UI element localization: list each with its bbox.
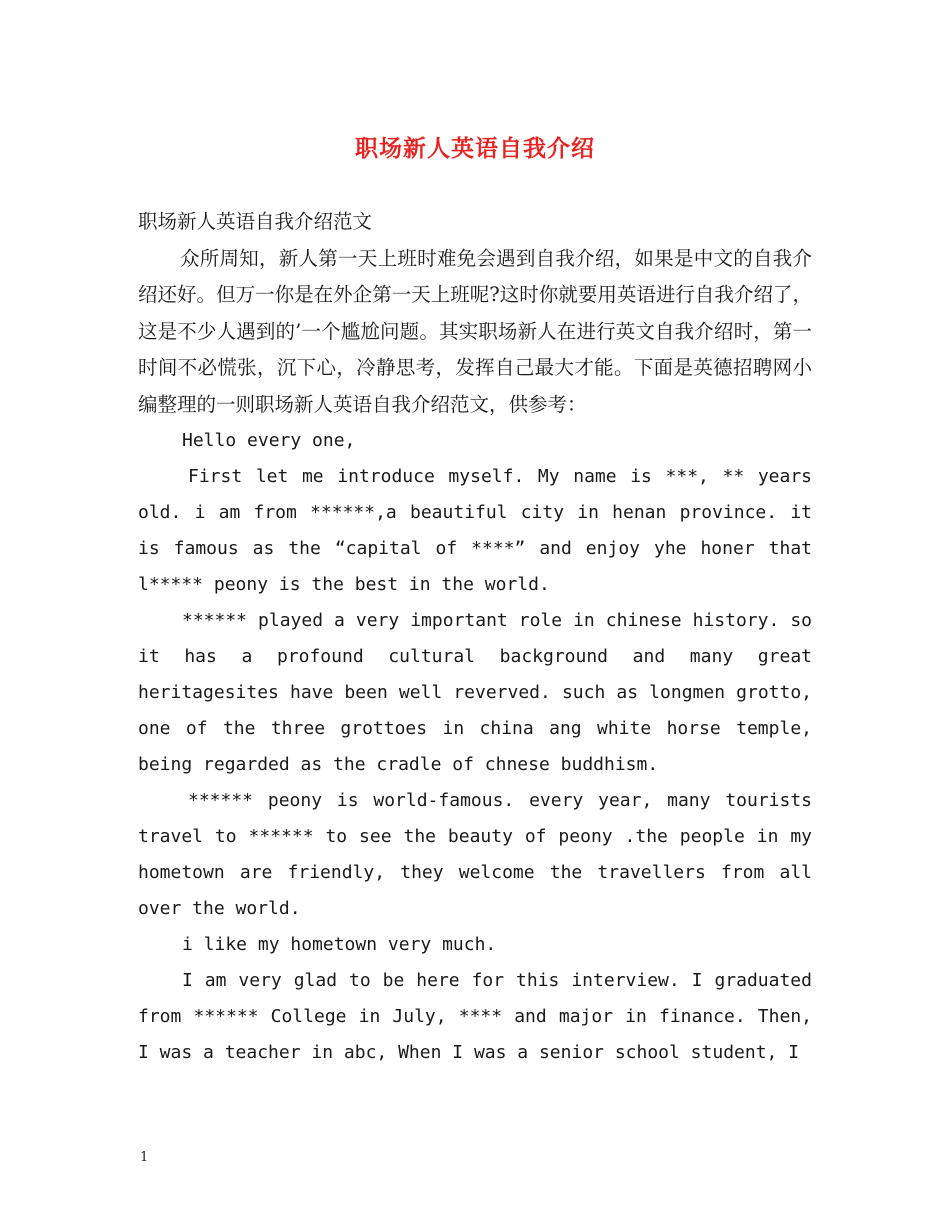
document-title: 职场新人英语自我介绍 bbox=[355, 135, 595, 162]
body-paragraph-2: ****** played a very important role in chinese history. so it has a profound cultural background and many great heritagesites have been well reverved. such as longmen grotto, one of the three grottoes in china ang white horse temple, being regarded as the cradle of chnese buddhism. bbox=[138, 610, 812, 775]
body-paragraph-4: i like my hometown very much. bbox=[182, 934, 497, 955]
body-paragraph-3: ****** peony is world-famous. every year, many tourists travel to ****** to see the beauty of peony .the people in my hometown are friendly, they welcome the travellers from all over the world. bbox=[138, 790, 812, 919]
body-paragraph-1: First let me introduce myself. My name is ***, ** years old. i am from ******,a beautiful city in henan province. it is famous as the “capital of ****” and enjoy yhe honer that l***** peony is the best in the world. bbox=[138, 466, 812, 595]
body-paragraph-5: I am very glad to be here for this interview. I graduated from ****** College in July, **** and major in finance. Then, I was a teacher in abc, When I was a senior school student, I bbox=[138, 970, 812, 1063]
document-body bbox=[138, 204, 812, 1071]
intro-paragraph: 众所周知，新人第一天上班时难免会遇到自我介绍，如果是中文的自我介绍还好。但万一你是在外企第一天上班呢?这时你就要用英语进行自我介绍了，这是不少人遇到的’一个尴尬问题。其实职场新人在进行英文自我介绍时，第一时间不必慌张，沉下心，冷静思考，发挥自己最大才能。下面是英德招聘网小编整理的一则职场新人英语自我介绍范文，供参考： bbox=[138, 246, 812, 416]
greeting-paragraph: Hello every one, bbox=[182, 430, 356, 451]
document-subtitle: 职场新人英语自我介绍范文 bbox=[138, 210, 373, 233]
page-number: 1 bbox=[140, 1150, 149, 1165]
